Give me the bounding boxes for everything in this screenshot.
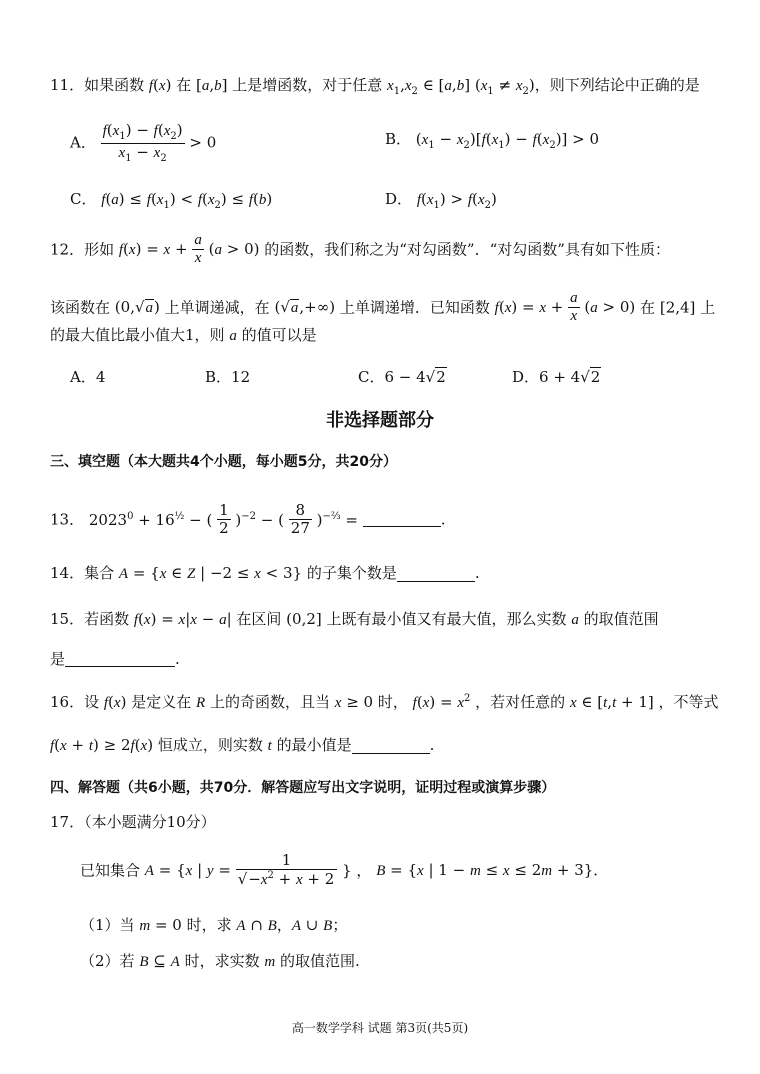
q15-line2: 是 . — [50, 650, 180, 668]
q13: 13． $2023^0 + 16^{\frac{1}{2}}$ − ( $\frac{1}{2}$ )$^{-2}$ − ( $\frac{8}{27}$ )$^{-\frac{2}{3}}$ = . — [50, 501, 446, 538]
q16-line2: f(x + t) ≥ 2f(x) 恒成立，则实数 t 的最小值是 . — [50, 736, 435, 754]
q17-sub1: （1）当 m = 0 时，求 A ∩ B，A ∪ B； — [80, 916, 348, 934]
q11-stem: 11．如果函数 f(x) 在 [a,b] 上是增函数，对于任意 $x_1,x_2$ ∈ [a,b] $(x_1 \ne x_2)$，则下列结论中正确的是 — [50, 76, 700, 97]
q11-option-a[interactable]: A． $\frac{f(x_1) - f(x_2)}{x_1 - x_2}$ > 0 — [70, 121, 217, 164]
q12-line2: 该函数在 (0,√a) 上单调递减，在 (√a,+∞) 上单调递增．已知函数 f(x) = x + $\frac{a}{x}$ (a > 0) 在 [2,4] 上 — [50, 290, 716, 325]
q13-answer-blank[interactable] — [363, 512, 441, 527]
part3-title: 三、填空题（本大题共4个小题，每小题5分，共20分） — [50, 454, 397, 470]
q12-line3: 的最大值比最小值大1，则 a 的值可以是 — [50, 326, 317, 344]
q16-answer-blank[interactable] — [352, 739, 430, 754]
section-title: 非选择题部分 — [326, 410, 434, 431]
q17-sub2: （2）若 B ⊆ A 时，求实数 m 的取值范围. — [80, 952, 360, 970]
q14-answer-blank[interactable] — [397, 567, 475, 582]
q11-option-d[interactable]: D． $f(x_1) > f(x_2)$ — [385, 190, 497, 211]
part4-title: 四、解答题（共6小题，共70分．解答题应写出文字说明，证明过程或演算步骤） — [50, 780, 556, 796]
q12-option-c[interactable]: C．6 − 4√2 — [358, 368, 446, 386]
q12-option-a[interactable]: A．4 — [70, 368, 106, 386]
q14: 14．集合 A = {x ∈ Z | −2 ≤ x < 3} 的子集个数是 . — [50, 564, 480, 582]
q12-option-b[interactable]: B．12 — [205, 368, 251, 386]
q12-stem: 12．形如 f(x) = x + $\frac{a}{x}$ (a > 0) 的函数，我们称之为“对勾函数”．“对勾函数”具有如下性质： — [50, 232, 670, 267]
q12-option-d[interactable]: D．6 + 4√2 — [512, 368, 601, 386]
q17-given: 已知集合 A = {x | y = $\frac{1}{√-x^2 + x + 2}$ } ， B = {x | 1 − m ≤ x ≤ 2m + 3}． — [80, 851, 609, 889]
q15-answer-blank[interactable] — [65, 652, 175, 667]
q11-fraction: $\frac{f(x_1) - f(x_2)}{x_1 - x_2}$ — [102, 121, 183, 164]
q11-option-c[interactable]: C． $f(a) \le f(x_1) < f(x_2) \le f(b)$ — [70, 190, 273, 211]
page-footer: 高一数学学科 试题 第3页(共5页) — [291, 1021, 469, 1035]
q17-head: 17．（本小题满分10分） — [50, 813, 216, 831]
q16: 16．设 f(x) 是定义在 R 上的奇函数，且当 x ≥ 0 时， $f(x) = x^2$ ，若对任意的 x ∈ [t,t + 1] ，不等式 — [50, 693, 719, 711]
q11-option-b[interactable]: B． $(x_1 - x_2)[f(x_1) - f(x_2)] > 0$ — [385, 130, 600, 151]
q15: 15．若函数 f(x) = x|x − a| 在区间 (0,2] 上既有最小值又有最大值，那么实数 a 的取值范围 — [50, 610, 659, 628]
